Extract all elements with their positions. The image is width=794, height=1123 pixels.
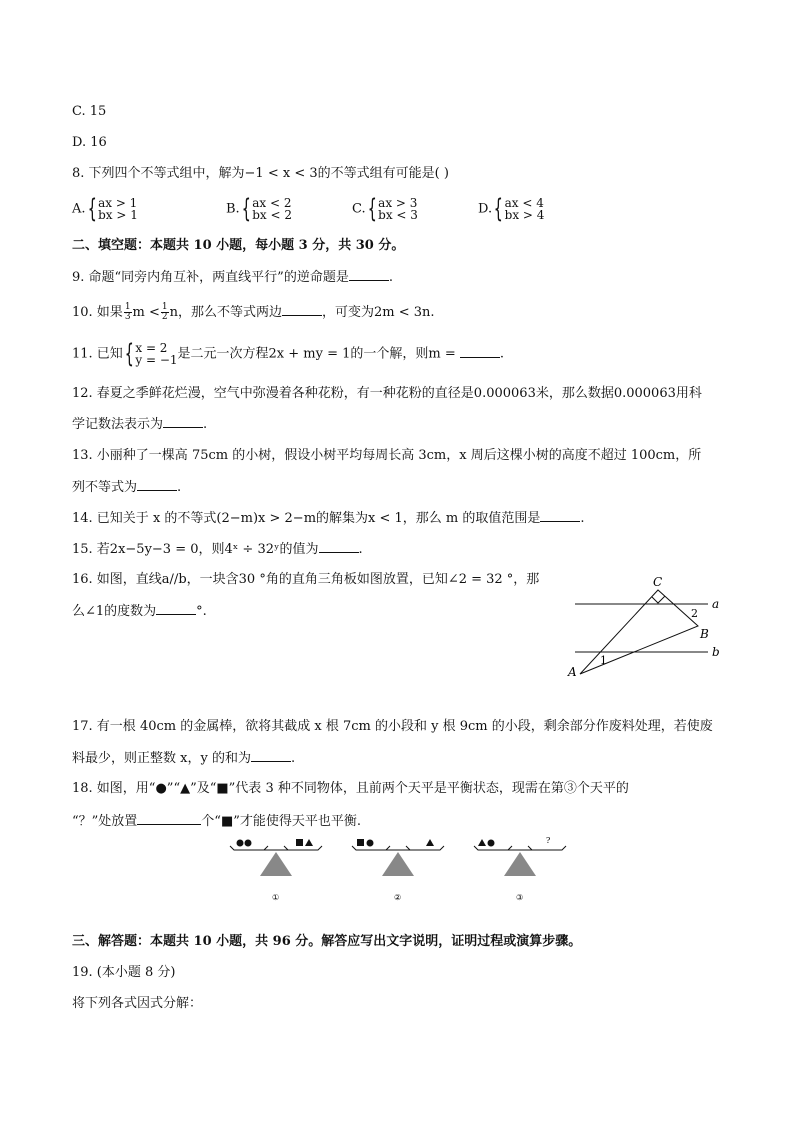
label-A: A (568, 665, 577, 679)
question-17-line1: 17. 有一根 40cm 的金属棒，欲将其截成 x 根 7cm 的小段和 y 根 9cm 的小段，剩余部分作废料处理，若使废 (72, 719, 713, 734)
triangle-shape (426, 839, 434, 846)
figure-16 (560, 572, 730, 682)
line-d16: D. 16 (72, 135, 107, 150)
label-a: a (712, 597, 720, 611)
question-13-line1: 13. 小丽种了一棵高 75cm 的小树，假设小树平均每周长高 3cm，x 周后这棵小树的高度不超过 100cm，所 (72, 448, 702, 463)
question-10: 10. 如果 $\frac{1}{3}$ m < $\frac{1}{2}$ n，那么不等式两边 ，可变为2m < 3n. (72, 302, 435, 322)
option-d: D. { ax < 4 bx > 4 (478, 194, 545, 224)
question-13-line2: 列不等式为 . (72, 480, 182, 495)
angle-1: 1 (600, 654, 607, 667)
square-shape (296, 839, 303, 846)
question-16-line1: 16. 如图，直线a//b，一块含30 °角的直角三角板如图放置，已知∠2 = 32 °，那 (72, 572, 540, 587)
question-18-line2: “？”处放置 个“■”才能使得天平也平衡. (72, 814, 362, 829)
svg-text:①: ① (272, 893, 280, 902)
svg-text:?: ? (546, 836, 551, 845)
section-2-heading: 二、填空题：本题共 10 小题，每小题 3 分，共 30 分。 (72, 238, 405, 253)
label-C: C (653, 575, 663, 589)
question-15: 15. 若2x−5y−3 = 0，则4ˣ ÷ 32ʸ的值为 . (72, 542, 363, 557)
svg-text:②: ② (394, 893, 402, 902)
option-c: C. { ax > 3 bx < 3 (352, 194, 418, 224)
label-B: B (700, 627, 709, 641)
question-17-line2: 料最少，则正整数 x，y 的和为 . (72, 751, 296, 766)
scale-2 (352, 839, 444, 902)
svg-text:③: ③ (516, 893, 524, 902)
circle-shape (245, 840, 252, 847)
label-b: b (712, 645, 720, 659)
question-9: 9. 命题“同旁内角互补，两直线平行”的逆命题是 . (72, 270, 393, 285)
question-19-instruction: 将下列各式因式分解： (72, 996, 203, 1011)
balance-scales-figure (220, 832, 580, 910)
question-16-line2: 么∠1的度数为 °. (72, 604, 207, 619)
square-shape (357, 839, 364, 846)
question-8: 8. 下列四个不等式组中，解为−1 < x < 3的不等式组有可能是( ) (72, 166, 449, 181)
question-12-line1: 12. 春夏之季鲜花烂漫，空气中弥漫着各种花粉，有一种花粉的直径是0.000063米，那么数据0.000063用科 (72, 386, 702, 401)
triangle-shape (478, 839, 486, 846)
question-18-line1: 18. 如图，用“●”“▲”及“■”代表 3 种不同物体，且前两个天平是平衡状态，现需在第③个天平的 (72, 781, 629, 796)
line-c15: C. 15 (72, 104, 107, 119)
question-11: 11. 已知 { x = 2 y = −1 是二元一次方程2x + my = 1的一个解，则m = . (72, 339, 505, 369)
option-a: A. { ax > 1 bx > 1 (72, 194, 138, 224)
circle-shape (237, 840, 244, 847)
option-b: B. { ax < 2 bx < 2 (226, 194, 293, 224)
question-14: 14. 已知关于 x 的不等式(2−m)x > 2−m的解集为x < 1，那么 m 的取值范围是 . (72, 511, 585, 526)
triangle (580, 590, 698, 674)
triangle-shape (305, 839, 313, 846)
section-3-heading: 三、解答题：本题共 10 小题，共 96 分。解答应写出文字说明，证明过程或演算步骤。 (72, 934, 582, 949)
right-angle-mark (652, 596, 665, 603)
scale-1 (230, 839, 322, 902)
question-19: 19. (本小题 8 分) (72, 965, 176, 980)
angle-2: 2 (691, 607, 698, 620)
circle-shape (367, 840, 374, 847)
scale-3 (474, 836, 566, 902)
question-12-line2: 学记数法表示为 . (72, 417, 208, 432)
circle-shape (488, 840, 495, 847)
